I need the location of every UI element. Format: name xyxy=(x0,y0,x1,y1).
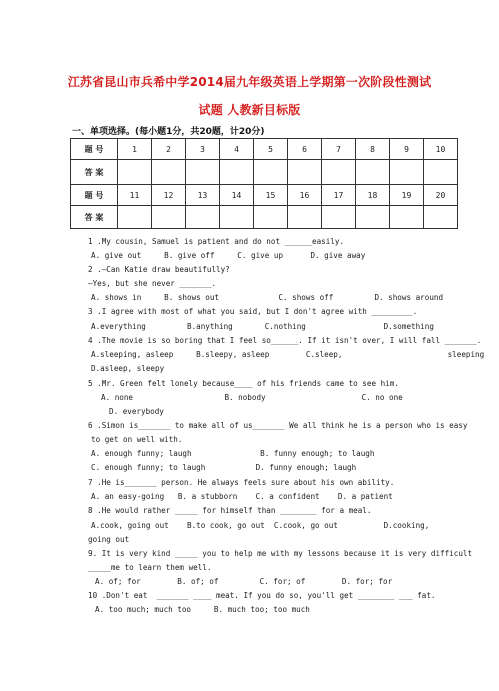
question-2: 2 .—Can Katie draw beautifully? xyxy=(88,265,230,274)
question-6: 6 .Simon is_______ to make all of us_______ We all think he is a person who is easy xyxy=(88,421,468,430)
question-number-cell: 7 xyxy=(322,139,356,160)
question-number-cell: 14 xyxy=(220,185,254,206)
table-row xyxy=(71,160,458,185)
answer-cell[interactable] xyxy=(322,160,356,185)
question-10-options: A. too much; much too B. much too; too much xyxy=(95,605,310,614)
section-heading: 一、单项选择。(每小题1分，共20题，计20分) xyxy=(72,127,265,137)
question-10: 10 .Don't eat _______ ____ meat. If you do so, you'll get ________ ___ fat. xyxy=(88,591,436,600)
answer-cell[interactable] xyxy=(356,206,390,229)
question-6-options: A. enough funny; laugh B. funny enough; to laugh xyxy=(91,449,375,458)
answer-table xyxy=(70,138,458,229)
table-row xyxy=(71,185,458,206)
question-6-line2: to get on well with. xyxy=(91,435,183,444)
question-number-cell: 4 xyxy=(220,139,254,160)
answer-cell[interactable] xyxy=(254,160,288,185)
question-7: 7 .He is_______ person. He always feels sure about his own ability. xyxy=(88,478,395,487)
answer-cell[interactable] xyxy=(186,206,220,229)
answer-cell[interactable] xyxy=(186,160,220,185)
question-number-cell: 1 xyxy=(118,139,152,160)
question-number-cell: 8 xyxy=(356,139,390,160)
question-7-options: A. an easy-going B. a stubborn C. a confident D. a patient xyxy=(91,492,393,501)
question-4: 4 .The movie is so boring that I feel so______. If it isn't over, I will fall _______. xyxy=(88,336,482,345)
question-8-options-line2: going out xyxy=(88,535,130,544)
question-number-cell: 12 xyxy=(152,185,186,206)
answer-cell[interactable] xyxy=(220,206,254,229)
answer-cell[interactable] xyxy=(254,206,288,229)
question-number-cell: 3 xyxy=(186,139,220,160)
question-number-cell: 13 xyxy=(186,185,220,206)
answer-cell[interactable] xyxy=(288,160,322,185)
question-1-options: A. give out B. give off C. give up D. give away xyxy=(91,251,366,260)
question-5-options-line2: D. everybody xyxy=(109,407,164,416)
question-3: 3 .I agree with most of what you said, but I don't agree with _________. xyxy=(88,307,418,316)
question-4-options-line2: D.asleep, sleepy xyxy=(91,364,165,373)
question-4-options: A.sleeping, asleep B.sleepy, asleep C.sleep, sleeping xyxy=(91,350,485,359)
answer-cell[interactable] xyxy=(322,206,356,229)
table-row xyxy=(71,206,458,229)
question-number-cell: 16 xyxy=(288,185,322,206)
question-9: 9. It is very kind _____ you to help me with my lessons because it is very difficult xyxy=(88,549,473,558)
question-5-options: A. none B. nobody C. no one xyxy=(101,393,403,402)
question-9-options: A. of; for B. of; of C. for; of D. for; for xyxy=(95,577,393,586)
answer-cell[interactable] xyxy=(220,160,254,185)
question-9-line2: _____me to learn them well. xyxy=(88,563,212,572)
question-6-options-line2: C. enough funny; to laugh D. funny enough; laugh xyxy=(91,463,357,472)
question-number-cell: 10 xyxy=(424,139,458,160)
question-number-cell: 2 xyxy=(152,139,186,160)
question-number-cell: 6 xyxy=(288,139,322,160)
question-number-cell: 15 xyxy=(254,185,288,206)
document-title-line1: 江苏省昆山市兵希中学2014届九年级英语上学期第一次阶段性测试 xyxy=(67,75,432,89)
answer-cell[interactable] xyxy=(152,206,186,229)
answer-header: 答 案 xyxy=(71,160,118,185)
answer-cell[interactable] xyxy=(390,206,424,229)
question-number-cell: 9 xyxy=(390,139,424,160)
answer-cell[interactable] xyxy=(118,206,152,229)
answer-cell[interactable] xyxy=(288,206,322,229)
question-8: 8 .He would rather _____ for himself than ________ for a meal. xyxy=(88,506,372,515)
question-2-line2: —Yes, but she never _______. xyxy=(88,279,217,288)
question-number-cell: 11 xyxy=(118,185,152,206)
answer-cell[interactable] xyxy=(356,160,390,185)
answer-cell[interactable] xyxy=(424,160,458,185)
answer-cell[interactable] xyxy=(118,160,152,185)
answer-cell[interactable] xyxy=(424,206,458,229)
document-title-line2: 试题 人教新目标版 xyxy=(198,103,301,117)
table-row xyxy=(71,139,458,160)
answer-cell[interactable] xyxy=(152,160,186,185)
question-5: 5 .Mr. Green felt lonely because____ of his friends came to see him. xyxy=(88,379,399,388)
question-number-cell: 19 xyxy=(390,185,424,206)
question-1: 1 .My cousin, Samuel is patient and do not ______easily. xyxy=(88,237,345,246)
question-3-options: A.everything B.anything C.nothing D.something xyxy=(91,322,434,331)
answer-header: 答 案 xyxy=(71,206,118,229)
question-2-options: A. shows in B. shows out C. shows off D. shows around xyxy=(91,293,444,302)
question-number-header: 题 号 xyxy=(71,185,118,206)
question-number-cell: 5 xyxy=(254,139,288,160)
question-number-cell: 18 xyxy=(356,185,390,206)
answer-cell[interactable] xyxy=(390,160,424,185)
question-8-options: A.cook, going out B.to cook, go out C.cook, go out D.cooking, xyxy=(91,521,430,530)
question-number-cell: 20 xyxy=(424,185,458,206)
question-number-header: 题 号 xyxy=(71,139,118,160)
question-number-cell: 17 xyxy=(322,185,356,206)
